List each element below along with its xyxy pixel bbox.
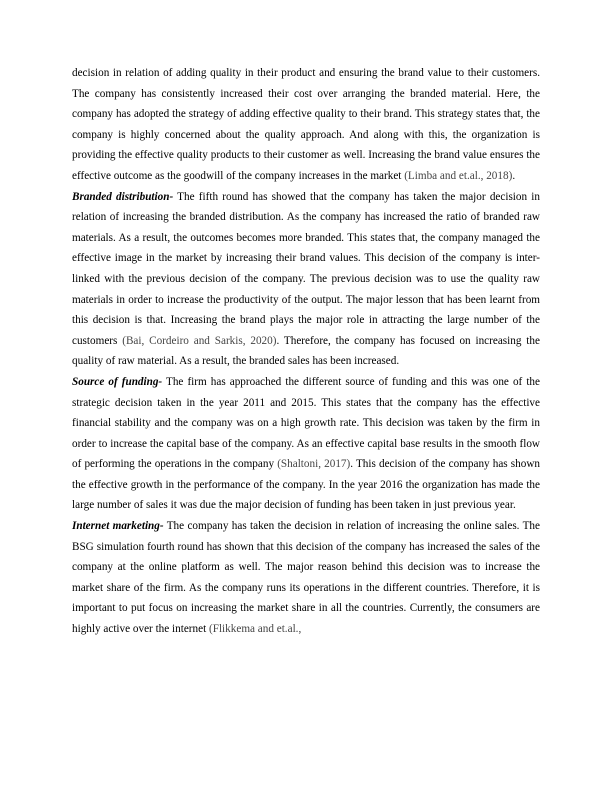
citation: (Limba and et.al., 2018)	[404, 169, 513, 182]
paragraph-source-of-funding	[72, 372, 540, 516]
paragraph-text-after: . Therefore, the company has focused on increasing the quality of raw material. As a result, the branded sales has been increased.	[72, 334, 540, 368]
citation: (Flikkema and et.al.,	[209, 623, 302, 636]
section-heading: Branded distribution-	[72, 190, 174, 203]
citation: (Bai, Cordeiro and Sarkis, 2020)	[122, 334, 277, 347]
paragraph-branded-distribution	[72, 187, 540, 372]
paragraph-text: decision in relation of adding quality in their product and ensuring the brand value to their customers. The company has consistently increased their cost over arranging the branded material. Here, the company has adopted the strategy of adding effective quality to their brand. This strategy states that, the company is highly concerned about the quality approach. And along with this, the organization is providing the effective quality products to their customer as well. Increasing the brand value ensures the effective outcome as the goodwill of the company increases in the market	[72, 67, 540, 182]
paragraph-internet-marketing	[72, 516, 540, 640]
paragraph-text: The company has taken the decision in relation of increasing the online sales. The BSG simulation fourth round has shown that this decision of the company has increased the sales of the company at the online platform as well. The major reason behind this decision was to increase the market share of the firm. As the company runs its operations in the different countries. Therefore, it is important to put focus on increasing the market share in all the countries. Currently, the consumers are highly active over the internet	[72, 520, 540, 636]
paragraph-brand-value	[72, 63, 540, 187]
citation: (Shaltoni, 2017)	[277, 458, 351, 471]
paragraph-text-after: .	[512, 169, 516, 182]
section-heading: Internet marketing-	[72, 520, 164, 533]
document-page	[72, 63, 540, 640]
section-heading: Source of funding-	[72, 375, 163, 388]
paragraph-text-after: . This decision of the company has shown the effective growth in the performance of the company. In the year 2016 the organization has made the large number of sales it was due the major decision of funding has been taken in just previous year.	[72, 458, 541, 512]
paragraph-text: The firm has approached the different source of funding and this was one of the strategic decision taken in the year 2011 and 2015. This states that the company has the effective financial stability and the company was on a high growth rate. This decision was taken by the firm in order to increase the capital base of the company. As an effective capital base results in the smooth flow of performing the operations in the company	[72, 375, 540, 471]
paragraph-text: The fifth round has showed that the company has taken the major decision in relation of increasing the branded distribution. As the company has increased the ratio of branded raw materials. As a result, the outcomes becomes more branded. This states that, the company managed the effective image in the market by increasing their brand values. This decision of the company is inter-linked with the previous decision of the company. The previous decision was to use the quality raw materials in order to increase the productivity of the output. The major lesson that has been learnt from this decision is that. Increasing the brand plays the major role in attracting the large number of the customers	[72, 190, 541, 347]
